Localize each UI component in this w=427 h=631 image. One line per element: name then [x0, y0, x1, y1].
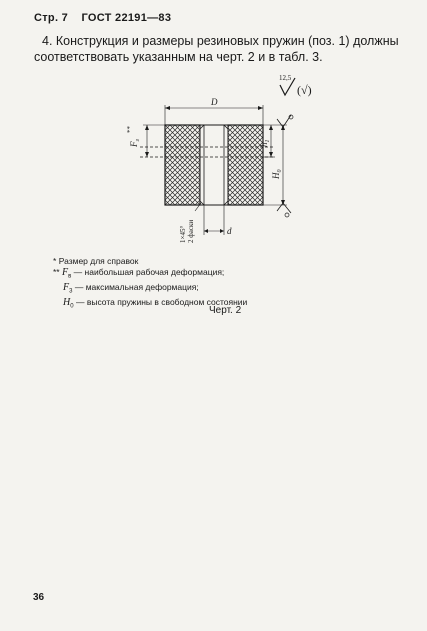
- spring-section-right: [228, 125, 263, 205]
- paragraph-line-2: соответствовать указанным на черт. 2 и в табл. 3.: [34, 50, 323, 64]
- note-reference-size: * Размер для справок: [53, 256, 139, 266]
- drawing-caption: Черт. 2: [209, 305, 242, 316]
- standard-code: ГОСТ 22191—83: [81, 12, 172, 24]
- rubber-spring-drawing: [125, 95, 310, 245]
- spring-section-left: [165, 125, 200, 205]
- dimension-H0-label: $H_0$: [271, 169, 283, 179]
- dimension-F-label: $F_з$: [129, 139, 141, 147]
- surface-mark-bottom: [277, 203, 291, 213]
- page-header: [34, 12, 181, 24]
- chamfer-count-note: 2 фаски: [187, 219, 195, 243]
- roughness-bracket: (√): [297, 83, 312, 97]
- page-label: Стр. 7: [34, 12, 69, 24]
- dimension-d-label: d: [227, 226, 232, 236]
- roughness-value: 12,5: [279, 74, 292, 82]
- drawing-notes: [53, 256, 247, 312]
- note-max-working-deformation: ** $F_в$ — наибольшая рабочая деформация;: [53, 266, 225, 280]
- page-number: 36: [33, 592, 45, 603]
- dimension-F-mark: **: [126, 126, 134, 133]
- note-max-deformation: $F_3$ — максимальная деформация;: [63, 281, 199, 295]
- dimension-h1-label: $h_1$: [259, 139, 271, 147]
- note-free-height: $H_0$ — высота пружины в свободном состоянии: [63, 296, 248, 310]
- body-paragraph: [34, 33, 412, 65]
- dimension-D-label: D: [211, 97, 218, 107]
- paragraph-line-1: 4. Конструкция и размеры резиновых пружин (поз. 1) должны: [42, 34, 399, 48]
- chamfer-note: 1×45°: [179, 225, 187, 243]
